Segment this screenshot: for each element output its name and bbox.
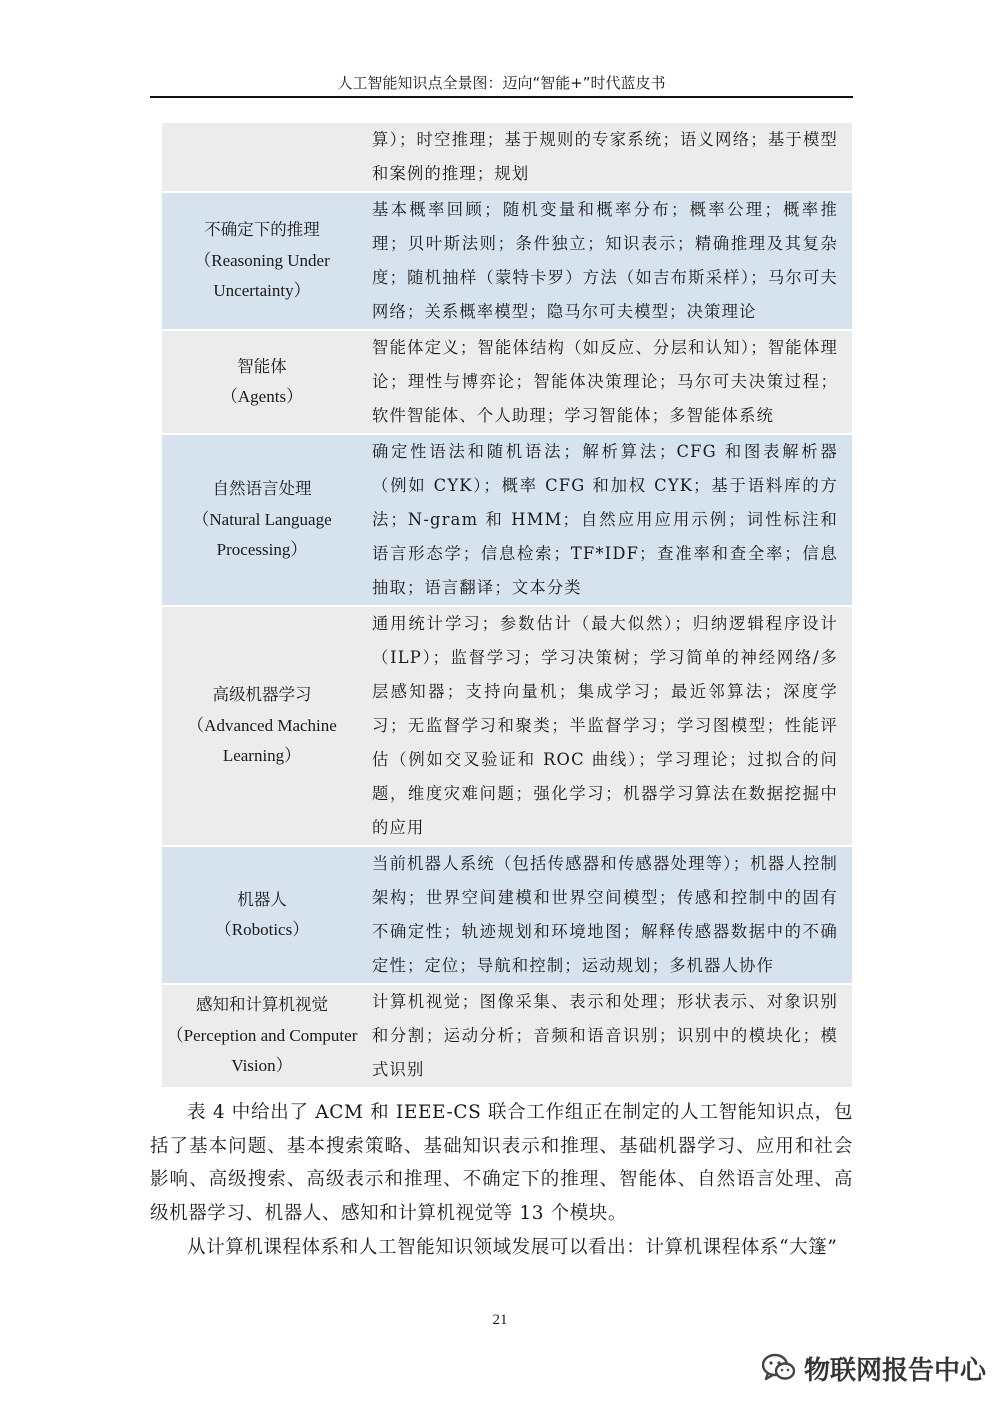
module-content: 通用统计学习；参数估计（最大似然）；归纳逻辑程序设计（ILP）；监督学习；学习决策树；学习简单的神经网络/多层感知器；支持向量机；集成学习；最近邻算法；深度学习；无监督学习和聚类；半监督学习；学习图模型；性能评估（例如交叉验证和 ROC 曲线）；学习理论；过拟合的问题，维度灾难问题；强化学习；机器学习算法在数据挖掘中的应用 <box>372 614 838 837</box>
module-name-cell <box>162 330 362 434</box>
watermark-text: 物联网报告中心 <box>804 1355 987 1386</box>
module-content-cell <box>362 192 852 330</box>
module-name-en: （Robotics） <box>214 920 310 939</box>
module-name-en: （Reasoning Under Uncertainty） <box>194 250 330 301</box>
module-content-cell <box>362 434 852 606</box>
module-name-cn: 不确定下的推理 <box>204 220 320 240</box>
body-paragraph: 表 4 中给出了 ACM 和 IEEE-CS 联合工作组正在制定的人工智能知识点，包括了基本问题、基本搜索策略、基础知识表示和推理、基础机器学习、应用和社会影响、高级搜索、高级表示和推理、不确定下的推理、智能体、自然语言处理、高级机器学习、机器人、感知和计算机视觉等 13 个模块。 <box>150 1102 853 1224</box>
module-name-cell <box>162 606 362 846</box>
module-name-cn: 机器人 <box>237 889 287 909</box>
module-name-cell <box>162 192 362 330</box>
module-content: 算）；时空推理；基于规则的专家系统；语义网络；基于模型和案例的推理；规划 <box>372 130 838 183</box>
module-content-cell <box>362 330 852 434</box>
module-name-cn: 高级机器学习 <box>212 685 312 705</box>
module-name-cell <box>162 123 362 192</box>
module-name-cell <box>162 434 362 606</box>
watermark <box>762 1346 986 1390</box>
knowledge-table <box>162 123 852 1087</box>
module-content: 当前机器人系统（包括传感器和传感器处理等）；机器人控制架构；世界空间建模和世界空间模型；传感和控制中的固有不确定性；轨迹规划和环境地图；解释传感器数据中的不确定性；定位；导航和控制；运动规划；多机器人协作 <box>372 854 838 975</box>
table-row <box>162 846 852 984</box>
module-content-cell <box>362 846 852 984</box>
wechat-icon <box>762 1353 796 1383</box>
table-row <box>162 330 852 434</box>
table-row <box>162 123 852 192</box>
module-name-cn: 智能体 <box>237 356 287 376</box>
module-name-en: （Agents） <box>220 387 304 406</box>
module-name-en: （Perception and Computer Vision） <box>166 1025 358 1076</box>
table-row <box>162 434 852 606</box>
body-paragraph: 从计算机课程体系和人工智能知识领域发展可以看出：计算机课程体系“大篷” <box>187 1237 838 1258</box>
module-name-cell <box>162 984 362 1087</box>
table-row <box>162 984 852 1087</box>
module-name-cell <box>162 846 362 984</box>
table-row <box>162 192 852 330</box>
module-content-cell <box>362 123 852 192</box>
module-name-cn: 自然语言处理 <box>212 479 312 499</box>
module-content: 确定性语法和随机语法；解析算法；CFG 和图表解析器（例如 CYK）；概率 CFG 和加权 CYK；基于语料库的方法；N-gram 和 HMM；自然应用应用示例；词性标注和语言形态学；信息检索；TF*IDF；查准率和查全率；信息抽取；语言翻译；文本分类 <box>372 442 838 597</box>
module-name-en: （Natural Language Processing） <box>192 509 332 560</box>
table-row <box>162 606 852 846</box>
module-content: 智能体定义；智能体结构（如反应、分层和认知）；智能体理论；理性与博弈论；智能体决策理论；马尔可夫决策过程；软件智能体、个人助理；学习智能体；多智能体系统 <box>372 338 838 425</box>
module-content-cell <box>362 984 852 1087</box>
page-number: 21 <box>492 1312 508 1328</box>
module-content: 计算机视觉；图像采集、表示和处理；形状表示、对象识别和分割；运动分析；音频和语音识别；识别中的模块化；模式识别 <box>372 992 838 1079</box>
page-header: 人工智能知识点全景图：迈向“智能+”时代蓝皮书 <box>150 70 853 98</box>
module-content: 基本概率回顾；随机变量和概率分布；概率公理；概率推理；贝叶斯法则；条件独立；知识表示；精确推理及其复杂度；随机抽样（蒙特卡罗）方法（如吉布斯采样）；马尔可夫网络；关系概率模型；隐马尔可夫模型；决策理论 <box>372 200 838 321</box>
module-content-cell <box>362 606 852 846</box>
module-name-cn: 感知和计算机视觉 <box>196 995 328 1015</box>
module-name-en: （Advanced Machine Learning） <box>187 715 337 766</box>
